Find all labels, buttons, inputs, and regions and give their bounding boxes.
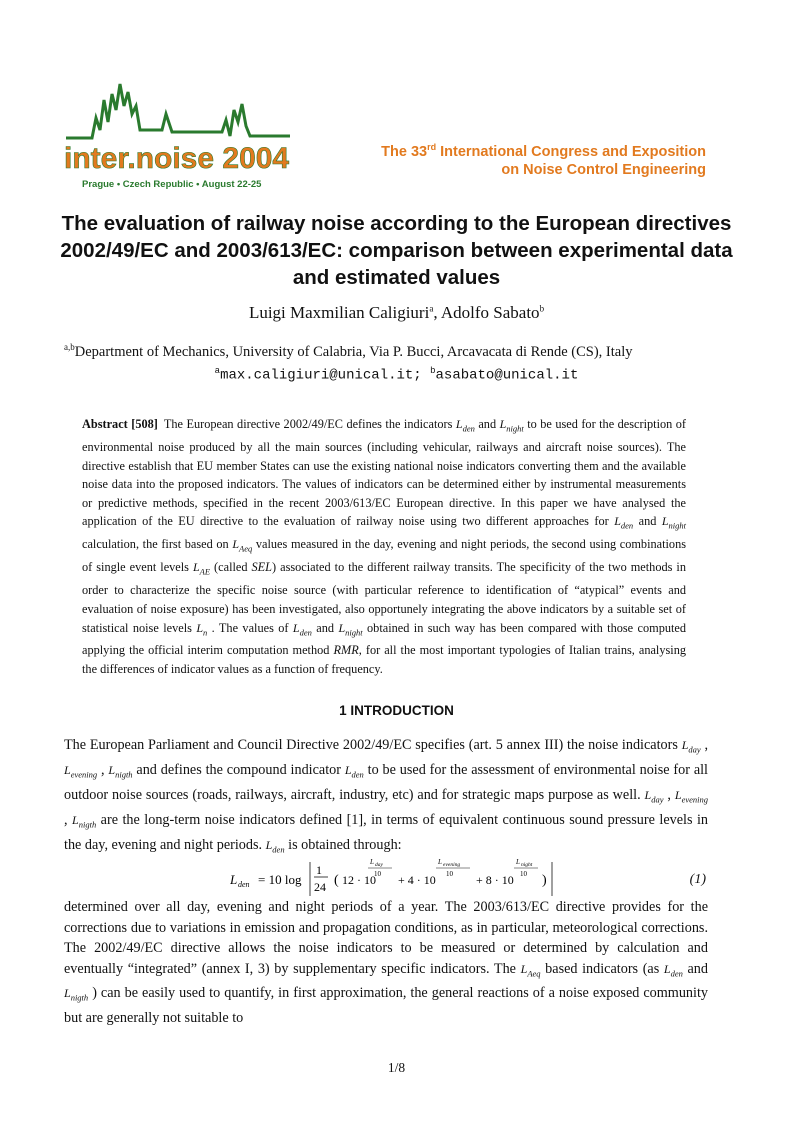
intro-paragraph-1: The European Parliament and Council Directive 2002/49/EC specifies (art. 5 annex III) the noise indicators $L_{day}$ , $L_{evening}$ , $L_{nigth}$ and defines the compound indicator $L_{den}$ to be used for the assessment of environmental noise for all outdoor noise sources (roads, railways, aircraft, industry, etc) and for strategic maps purpose as well. $L_{day}$ , $L_{evening}$ , $L_{nigth}$ are the long-term noise indicators defined [1], in terms of equivalent continuous sound pressure levels in the day, evening and night periods. $L_{den}$ is obtained through: [64,737,709,854]
svg-text:+ 4 · 10: + 4 · 10 [398,873,436,887]
page-number: 1/8 [387,1060,406,1075]
svg-text:10: 10 [520,870,527,878]
svg-text:(: ( [334,873,339,888]
abstract-label: Abstract [508] [82,417,158,431]
svg-text:10: 10 [374,870,381,878]
logo-text: inter.noise 2004 [64,142,290,175]
logo-subtitle: Prague • Czech Republic • August 22-25 [82,179,262,190]
svg-text:24: 24 [314,880,326,894]
conference-logo [62,70,294,192]
section-heading: 1 INTRODUCTION [339,703,454,718]
intro-paragraph-2: determined over all day, evening and night periods of a year. The 2003/613/EC directive provides for the corrections due to variations in emission and propagation conditions, as in particular, meteorological corrections. The 2002/49/EC directive allows the noise indicators to be measured or determined by calculation and eventually “integrated” (annex I, 3) by supplementary specific indicators. The $L_{Aeq}$ based indicators (as $L_{den}$ and $L_{nigth}$ ) can be easily used to quantify, in first approximation, the general reactions of a noise exposed community but are generally not suitable to [64,899,708,1027]
svg-text:1: 1 [316,863,322,877]
authors: Luigi Maxmilian Caligiuri$^a$, Adolfo Sabato$^b$ [248,303,545,322]
svg-text:night: night [521,862,533,868]
conference-name: The 33rd International Congress and Exposition on Noise Control Engineering [381,142,706,178]
svg-text:10: 10 [446,870,453,878]
abstract: Abstract [508] The European directive 2002/49/EC defines the indicators $L_{den}$ and $L_{night}$ to be used for the description of environmental noise produced by all the main sources (including vehicular, railways and aircraft noise sources). The directive establish that EU member States can use the existing national noise indicators converting them and the available noise data into the proposed indicators. The values of indicators can be determined either by instrumental measurements or predictive methods, specified in the recent 2003/613/EC European directive. In this paper we have analysed the application of the EU directive to the evaluation of railway noise using two different approaches for $L_{den}$ and $L_{night}$ calculation, the first based on $L_{Aeq}$ values measured in the day, evening and night periods, the second using combinations of single event levels $L_{AE}$ (called SEL) associated to the different railway transits. The specificity of the two methods in order to characterize the specific noise source (with particular reference to identification of “atypical” events and evaluation of noise exposure) has been investigated, also opportunely integrating the above indicators by a suitable set of statistical noise levels $L_n$ . The values of $L_{den}$ and $L_{night}$ obtained in such way has been compared with those computed applying the official interim computation method RMR, for all the most important typologies of Italian trains, analysing the differences of indicator values as a function of frequency. [82,417,687,677]
affiliation: $^{a,b}$Department of Mechanics, University of Calabria, Via P. Bucci, Arcavacata di Rende (CS), Italy [64,342,633,360]
svg-text:): ) [542,873,547,888]
svg-text:den: den [238,880,250,889]
svg-text:L: L [230,872,238,887]
equation-number: (1) [689,872,706,887]
equation-1 [230,858,560,898]
svg-text:12 · 10: 12 · 10 [342,873,376,887]
svg-text:L: L [438,858,442,866]
svg-text:evening: evening [443,862,461,868]
paper-title: The evaluation of railway noise according to the European directives 2002/49/EC and 2003/613/EC: comparison between experimental data and estimated values [60,212,733,289]
svg-text:= 10 log: = 10 log [258,872,302,887]
svg-text:L: L [370,858,374,866]
svg-text:+ 8 · 10: + 8 · 10 [476,873,514,887]
skyline-graphic [66,84,290,138]
svg-text:L: L [516,858,520,866]
author-emails[interactable]: $^a$max.caligiuri@unical.it; $^b$asabato@unical.it [214,366,579,384]
svg-text:day: day [375,862,383,868]
